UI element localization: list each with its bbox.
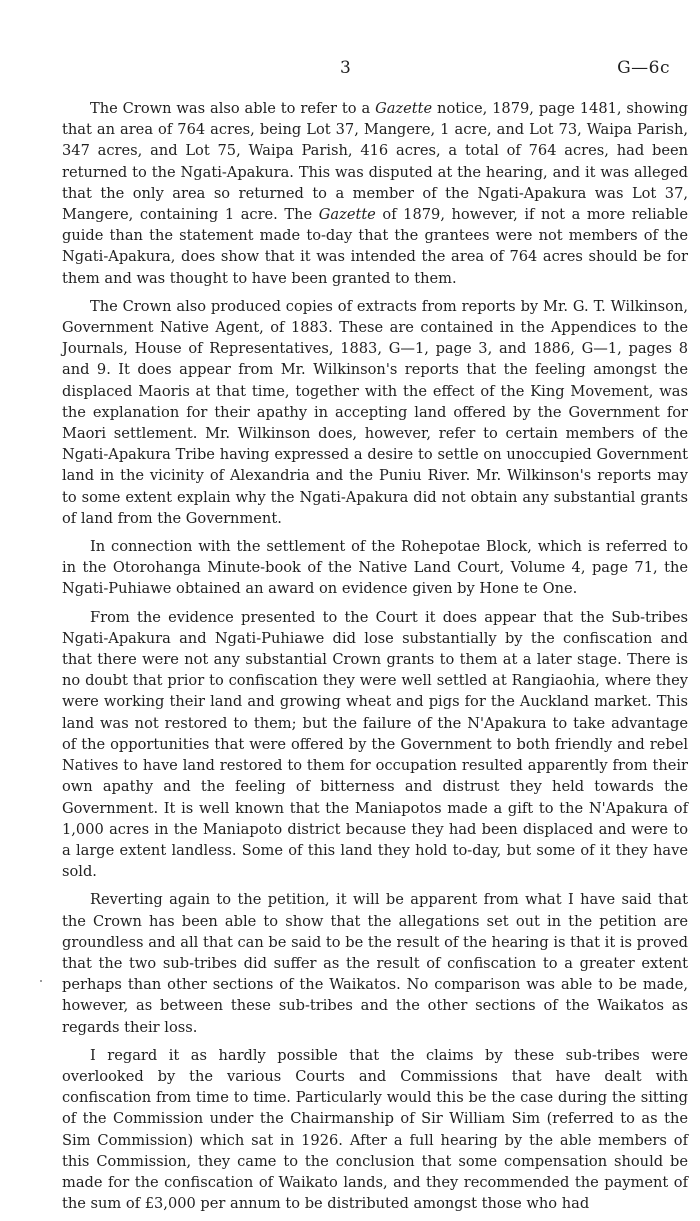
gazette-italic: Gazette [318, 206, 376, 224]
paragraph-text: of 1879, however, if not a more reliable guide than the statement made to-day that the grantees were not members of the Ngati-Apakura, does show that it was intended the area of 764 acres should be for them and was thought to have been granted to them. [62, 206, 689, 287]
paragraph-wilkinson-reports: The Crown also produced copies of extracts from reports by Mr. G. T. Wilkinson, Government Native Agent, of 1883. These are contained in the Appendices to the Journals, House of Representatives, 1883, G—1, page 3, and 1886, G—1, pages 8 and 9. It does appear from Mr. Wilkinson's reports that the feeling amongst the displaced Maoris at that time, together with the effect of the King Movement, was the explanation for their apathy in accepting land offered by the Government for Maori settlement. Mr. Wilkinson does, however, refer to certain members of the Ngati-Apakura Tribe having expressed a desire to settle on unoccupied Government land in the vicinity of Alexandria and the Puniu River. Mr. Wilkinson's reports may to some extent explain why the Ngati-Apakura did not obtain any substantial grants of land from the Government. [62, 297, 688, 527]
page-number: 3 [340, 58, 352, 78]
paragraph-gazette-notice [62, 98, 688, 289]
paragraph-petition: Reverting again to the petition, it will be apparent from what I have said that the Crown has been able to show that the allegations set out in the petition are groundless and all that can be said to be the result of the hearing is that it is proved that the two sub-tribes did suffer as the result of confiscation to a greater extent perhaps than other sections of the Waikatos. No comparison was able to be made, however, as between these sub-tribes and the other sections of the Waikatos as regards their loss. [62, 891, 688, 1036]
page-header [0, 58, 700, 82]
document-code: G—6c [617, 58, 670, 78]
gazette-italic: Gazette [375, 100, 433, 117]
body-text [62, 98, 688, 1221]
paragraph-court-evidence: From the evidence presented to the Court it does appear that the Sub-tribes Ngati-Apakura and Ngati-Puhiawe did lose substantially by the confiscation and that there were not any substantial Crown grants to them at a later stage. There is no doubt that prior to confiscation they were well settled at Rangiaohia, where they were working their land and growing wheat and pigs for the Auckland market. This land was not restored to them; but the failure of the N'Apakura to take advantage of the opportunities that were offered by the Government to both friendly and rebel Natives to have land restored to them for occupation resulted apparently from their own apathy and the feeling of bitterness and distrust they held towards the Government. It is well known that the Maniapotos made a gift to the N'Apakura of 1,000 acres in the Maniapoto district because they had been displaced and were to a large extent landless. Some of this land they hold to-day, but some of it they have sold. [62, 608, 688, 881]
paragraph-text: The Crown was also able to refer to a [90, 100, 376, 117]
paragraph-sim-commission: I regard it as hardly possible that the claims by these sub-tribes were overlooked by the various Courts and Commissions that have dealt with confiscation from time to time. Particularly would this be the case during the sitting of the Commission under the Chairmanship of Sir William Sim (referred to as the Sim Commission) which sat in 1926. After a full hearing by the able members of this Commission, they came to the conclusion that some compensation should be made for the confiscation of Waikato lands, and they recommended the payment of the sum of £3,000 per annum to be distributed amongst those who had [62, 1046, 688, 1213]
paragraph-rohepotae-block: In connection with the settlement of the Rohepotae Block, which is referred to in the Otorohanga Minute-book of the Native Land Court, Volume 4, page 71, the Ngati-Puhiawe obtained an award on evidence given by Hone te One. [62, 538, 688, 598]
paragraph-text: notice, 1879, page 1481, showing that an area of 764 acres, being Lot 37, Mangere, 1 acre, and Lot 73, Waipa Parish, 347 acres, and Lot 75, Waipa Parish, 416 acres, a total of 764 acres, had been returned to the Ngati-Apakura. This was disputed at the hearing, and it was alleged that the only area so returned to a member of the Ngati-Apakura was Lot 37, Mangere, containing 1 acre. The [62, 100, 689, 224]
margin-mark [40, 980, 42, 982]
